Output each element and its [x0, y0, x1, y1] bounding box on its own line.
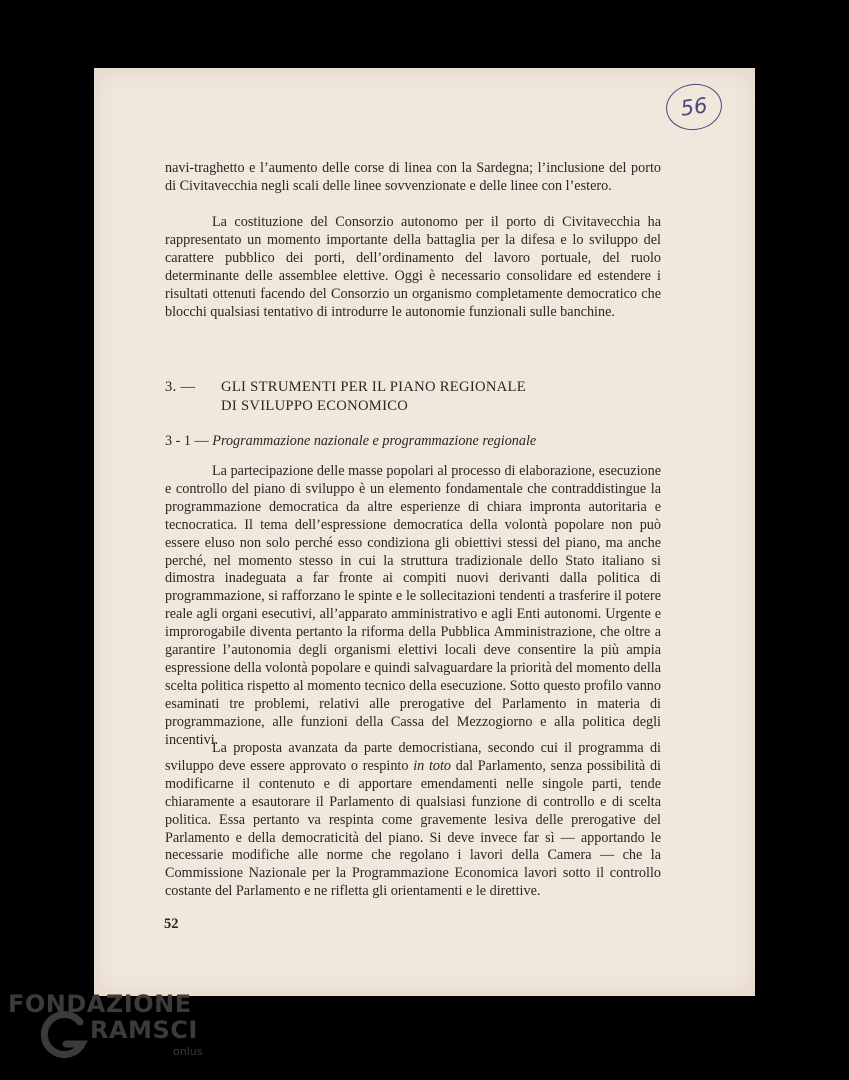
paragraph-3 [165, 463, 661, 750]
logo-g-icon [36, 1008, 92, 1064]
annotation-text: 56 [679, 93, 709, 121]
paragraph-1 [165, 160, 661, 196]
logo-suffix: onlus [173, 1045, 203, 1058]
logo-line-1: FONDAZIONE [8, 990, 192, 1018]
paragraph-3-text: La partecipazione delle masse popolari al processo di elaborazione, esecuzione e controllo del piano di sviluppo è un elemento fondamentale che contraddistingue la programmazione democratica da altre esperienze di chiara impronta autoritaria e tecnocratica. Il tema dell’espressione democratica della volontà popolare non può essere eluso non solo perché esso condiziona gli obiettivi stessi del piano, ma anche perché, nel momento stesso in cui la struttura tradizionale dello Stato italiano si dimostra inadeguata a far fronte ai compiti nuovi derivanti dalla politica di programmazione, si rafforzano le spinte e le sollecitazioni tendenti a trasferire il potere reale agli organi esecutivi, all’apparato amministrativo e agli Enti autonomi. Urgente e improrogabile diventa pertanto la riforma della Pubblica Amministrazione, che oltre a garantire l’autonomia degli organismi elettivi locali deve consentire la più ampia espressione della volontà popolare e quindi salvaguardare la priorità del momento della scelta politica rispetto al momento tecnico della esecuzione. Sotto questo profilo vanno esaminati tre problemi, relativi alle prerogative del Parlamento in materia di programmazione, alle funzioni della Cassa del Mezzogiorno e alla politica degli incentivi. [165, 463, 662, 748]
paragraph-4-text [165, 740, 661, 901]
subsection-number: 3 - 1 — [165, 433, 209, 449]
paragraph-2 [165, 214, 661, 321]
subsection-title: Programmazione nazionale e programmazione regionale [212, 433, 537, 449]
paragraph-4-part-1: La proposta avanzata da parte democristiana, secondo cui il programma di sviluppo deve essere approvato o respinto [165, 740, 661, 774]
section-heading [165, 378, 661, 416]
paragraph-2-text: La costituzione del Consorzio autonomo per il porto di Civitavecchia ha rappresentato un momento importante della battaglia per la difesa e lo sviluppo del carattere pubblico dei porti, dell’ordinamento del lavoro portuale, del ruolo determinante delle assemblee elettive. Oggi è necessario consolidare ed estendere i risultati ottenuti facendo del Consorzio un organismo completamente democratico che blocchi qualsiasi tentativo di introdurre le autonomie funzionali sulle banchine. [165, 214, 661, 320]
section-number: 3. — [165, 379, 196, 395]
subsection-heading [165, 432, 536, 450]
fondazione-gramsci-logo [8, 990, 208, 1070]
logo-line-2: RAMSCI [90, 1016, 198, 1044]
paragraph-4 [165, 740, 661, 901]
section-title-line-2: DI SVILUPPO ECONOMICO [221, 398, 409, 414]
paragraph-4-italic: in toto [413, 757, 452, 774]
paragraph-4-part-2: dal Parlamento, senza possibilità di modificarne il contenuto e di apportare emendamenti nelle singole parti, tende chiaramente a esautorare il Parlamento di qualsiasi funzione di controllo e di scelta politica. Essa pertanto va respinta come gravemente lesiva delle prerogative del Parlamento e della democraticità del piano. Si deve invece far sì — apportando le necessarie modifiche alle norme che regolano i lavori della Camera — che la Commissione Nazionale per la Programmazione Economica lavori sotto il controllo costante del Parlamento e ne rifletta gli orientamenti e le direttive. [165, 757, 661, 900]
section-title-line-1: GLI STRUMENTI PER IL PIANO REGIONALE [221, 379, 526, 395]
paragraph-1-text: navi-traghetto e l’aumento delle corse di linea con la Sardegna; l’inclusione del porto di Civitavecchia negli scali delle linee sovvenzionate e delle linee con l’estero. [165, 160, 661, 194]
page-number: 52 [164, 916, 179, 932]
